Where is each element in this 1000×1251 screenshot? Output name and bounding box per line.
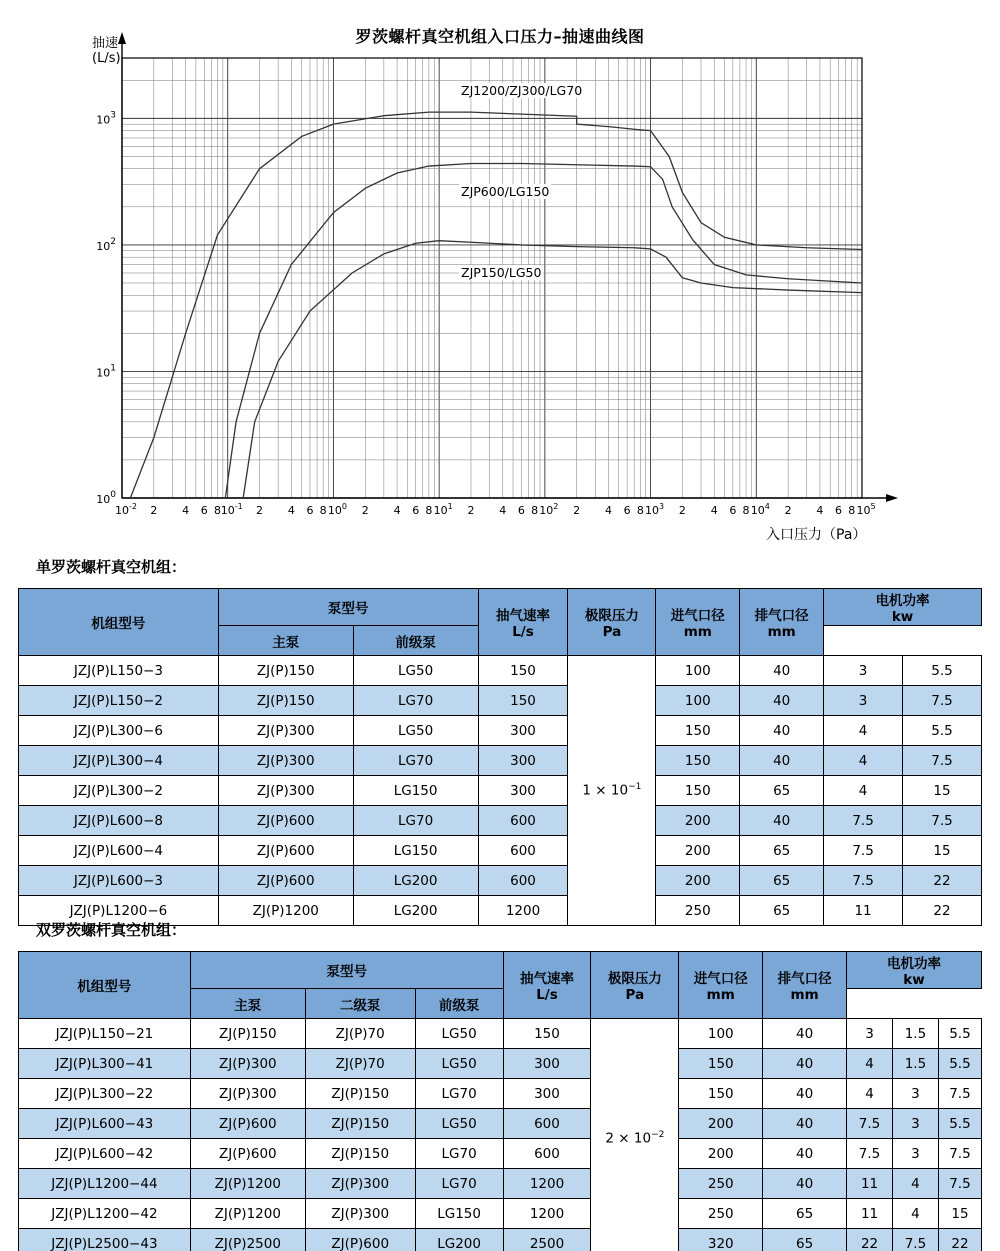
cell-power-1: 4 <box>847 1049 893 1079</box>
cell-outlet: 40 <box>763 1079 847 1109</box>
cell-power-1: 7.5 <box>824 806 903 836</box>
cell-main-pump: ZJ(P)300 <box>218 776 353 806</box>
th-pump-group: 泵型号 <box>218 589 478 626</box>
cell-main-pump: ZJ(P)300 <box>218 746 353 776</box>
table-row <box>19 866 982 896</box>
cell-outlet: 40 <box>763 1019 847 1049</box>
cell-power-3: 7.5 <box>938 1169 981 1199</box>
cell-power-1: 7.5 <box>847 1109 893 1139</box>
table-header-row-1 <box>19 589 982 626</box>
cell-backing-pump: LG50 <box>415 1049 503 1079</box>
cell-main-pump: ZJ(P)1200 <box>190 1169 305 1199</box>
cell-inlet: 100 <box>679 1019 763 1049</box>
y-axis-label-line1: 抽速 <box>92 36 119 51</box>
cell-model: JZJ(P)L300−4 <box>19 746 219 776</box>
table-row <box>19 716 982 746</box>
th2-ultimate-unit: Pa <box>625 987 645 1003</box>
cell-model: JZJ(P)L600−4 <box>19 836 219 866</box>
th2-speed <box>503 952 591 1019</box>
cell-speed: 1200 <box>503 1169 591 1199</box>
cell-main-pump: ZJ(P)150 <box>218 656 353 686</box>
cell-power-3: 5.5 <box>938 1049 981 1079</box>
cell-model: JZJ(P)L300−22 <box>19 1079 191 1109</box>
cell-second-pump: ZJ(P)600 <box>305 1229 415 1251</box>
cell-speed: 300 <box>503 1049 591 1079</box>
th-speed-unit: L/s <box>512 624 534 640</box>
series-curve-1 <box>225 163 862 498</box>
series-curve-0 <box>130 112 862 498</box>
chart-title: 罗茨螺杆真空机组入口压力–抽速曲线图 <box>355 27 645 46</box>
table-row <box>19 1109 982 1139</box>
th-power-label: 电机功率 <box>875 593 930 609</box>
y-axis-label-line2: (L/s) <box>92 51 121 66</box>
cell-speed: 600 <box>478 806 568 836</box>
th2-outlet-unit: mm <box>790 987 819 1003</box>
cell-main-pump: ZJ(P)600 <box>218 866 353 896</box>
cell-main-pump: ZJ(P)300 <box>190 1049 305 1079</box>
cell-outlet: 40 <box>740 716 824 746</box>
th2-second-pump: 二级泵 <box>305 989 415 1019</box>
cell-model: JZJ(P)L300−2 <box>19 776 219 806</box>
table-row <box>19 1229 982 1251</box>
cell-power-2: 4 <box>893 1199 939 1229</box>
cell-backing-pump: LG70 <box>353 686 478 716</box>
cell-speed: 150 <box>478 686 568 716</box>
cell-outlet: 40 <box>740 686 824 716</box>
cell-model: JZJ(P)L150−21 <box>19 1019 191 1049</box>
cell-main-pump: ZJ(P)1200 <box>218 896 353 926</box>
chart-series-group <box>130 112 862 498</box>
table-row <box>19 746 982 776</box>
cell-power-1: 7.5 <box>824 836 903 866</box>
svg-text:8: 8 <box>319 504 327 517</box>
cell-outlet: 40 <box>740 746 824 776</box>
svg-text:105: $10^5$ <box>856 502 876 517</box>
cell-power-2: 3 <box>893 1109 939 1139</box>
cell-model: JZJ(P)L300−41 <box>19 1049 191 1079</box>
cell-power-3: 5.5 <box>938 1109 981 1139</box>
cell-outlet: 65 <box>740 776 824 806</box>
svg-text:4: 4 <box>287 504 295 517</box>
cell-speed: 1200 <box>478 896 568 926</box>
cell-outlet: 65 <box>740 866 824 896</box>
cell-model: JZJ(P)L150−3 <box>19 656 219 686</box>
cell-power-2: 7.5 <box>903 746 982 776</box>
svg-text:2: 2 <box>573 504 581 517</box>
cell-model: JZJ(P)L1200−44 <box>19 1169 191 1199</box>
cell-inlet: 150 <box>656 746 740 776</box>
table2-header-row-1 <box>19 952 982 989</box>
svg-text:102: $10^2$ <box>539 502 559 517</box>
cell-backing-pump: LG50 <box>353 716 478 746</box>
svg-text:6: 6 <box>623 504 631 517</box>
cell-second-pump: ZJ(P)70 <box>305 1049 415 1079</box>
cell-speed: 600 <box>503 1109 591 1139</box>
cell-speed: 600 <box>503 1139 591 1169</box>
x-tick-labels <box>115 502 876 517</box>
th-model: 机组型号 <box>19 589 219 656</box>
y-tick-labels <box>96 110 116 506</box>
y-axis-arrow <box>118 32 126 44</box>
cell-power-2: 15 <box>903 776 982 806</box>
th2-power-unit: kw <box>903 972 925 988</box>
cell-main-pump: ZJ(P)600 <box>190 1109 305 1139</box>
cell-backing-pump: LG150 <box>415 1199 503 1229</box>
cell-second-pump: ZJ(P)300 <box>305 1169 415 1199</box>
th-inlet-unit: mm <box>683 624 712 640</box>
th-speed-label: 抽气速率 <box>496 608 550 624</box>
cell-main-pump: ZJ(P)300 <box>218 716 353 746</box>
x-axis-label: 入口压力（Pa） <box>766 527 867 543</box>
section-heading-single: 单罗茨螺杆真空机组： <box>36 558 187 576</box>
cell-outlet: 65 <box>763 1199 847 1229</box>
svg-text:104: $10^4$ <box>750 502 770 517</box>
table-row <box>19 656 982 686</box>
cell-backing-pump: LG200 <box>353 866 478 896</box>
cell-backing-pump: LG70 <box>415 1169 503 1199</box>
cell-outlet: 65 <box>763 1229 847 1251</box>
th-outlet-unit: mm <box>767 624 796 640</box>
cell-power-2: 15 <box>903 836 982 866</box>
cell-power-2: 3 <box>893 1079 939 1109</box>
th-outlet-label: 排气口径 <box>754 608 809 624</box>
series-curve-2 <box>243 241 862 498</box>
th2-pump-group: 泵型号 <box>190 952 503 989</box>
cell-model: JZJ(P)L600−3 <box>19 866 219 896</box>
cell-model: JZJ(P)L300−6 <box>19 716 219 746</box>
svg-text:8: 8 <box>425 504 433 517</box>
cell-power-1: 3 <box>824 686 903 716</box>
svg-text:10-2: $10^{-2}$ <box>115 502 137 517</box>
cell-main-pump: ZJ(P)1200 <box>190 1199 305 1229</box>
cell-power-2: 1.5 <box>893 1049 939 1079</box>
th-inlet-label: 进气口径 <box>670 608 725 624</box>
svg-text:2: 2 <box>256 504 264 517</box>
cell-power-1: 11 <box>847 1169 893 1199</box>
series-label-zjp150: ZJP150/LG50 <box>461 265 542 280</box>
svg-text:8: 8 <box>213 504 221 517</box>
cell-outlet: 65 <box>740 836 824 866</box>
cell-power-2: 22 <box>903 866 982 896</box>
cell-speed: 300 <box>503 1079 591 1109</box>
section-heading-double: 双罗茨螺杆真空机组： <box>36 921 187 939</box>
th2-ultimate <box>591 952 679 1019</box>
cell-outlet: 40 <box>740 656 824 686</box>
cell-second-pump: ZJ(P)70 <box>305 1019 415 1049</box>
th2-ultimate-label: 极限压力 <box>607 971 662 987</box>
cell-power-1: 3 <box>824 656 903 686</box>
cell-second-pump: ZJ(P)300 <box>305 1199 415 1229</box>
cell-inlet: 150 <box>656 776 740 806</box>
svg-text:6: 6 <box>200 504 208 517</box>
th-speed <box>478 589 568 656</box>
cell-power-2: 22 <box>903 896 982 926</box>
cell-speed: 150 <box>503 1019 591 1049</box>
svg-text:2: 2 <box>784 504 792 517</box>
cell-main-pump: ZJ(P)300 <box>190 1079 305 1109</box>
cell-backing-pump: LG200 <box>353 896 478 926</box>
svg-text:8: 8 <box>531 504 539 517</box>
table-row <box>19 1019 982 1049</box>
svg-text:10-1: $10^{-1}$ <box>220 502 243 517</box>
svg-text:103: $10^3$ <box>645 502 665 517</box>
svg-text:4: 4 <box>816 504 824 517</box>
table-row <box>19 776 982 806</box>
cell-backing-pump: LG50 <box>415 1109 503 1139</box>
svg-text:6: 6 <box>306 504 314 517</box>
svg-text:100: $10^0$ <box>96 490 116 506</box>
th-ultimate-unit: Pa <box>602 624 622 640</box>
cell-backing-pump: LG70 <box>415 1079 503 1109</box>
single-stage-spec-table <box>18 588 982 926</box>
th2-backing-pump: 前级泵 <box>415 989 503 1019</box>
cell-backing-pump: LG70 <box>353 746 478 776</box>
th-backing-pump: 前级泵 <box>353 626 478 656</box>
cell-outlet: 40 <box>763 1109 847 1139</box>
cell-power-1: 4 <box>824 746 903 776</box>
cell-model: JZJ(P)L600−42 <box>19 1139 191 1169</box>
cell-second-pump: ZJ(P)150 <box>305 1109 415 1139</box>
svg-text:100: $10^0$ <box>327 502 347 517</box>
cell-power-1: 4 <box>824 776 903 806</box>
cell-power-2: 7.5 <box>893 1229 939 1251</box>
th-ultimate <box>568 589 656 656</box>
cell-inlet: 200 <box>656 806 740 836</box>
svg-text:4: 4 <box>605 504 613 517</box>
cell-power-2: 5.5 <box>903 656 982 686</box>
table-row <box>19 686 982 716</box>
cell-inlet: 150 <box>679 1049 763 1079</box>
cell-power-1: 3 <box>847 1019 893 1049</box>
svg-text:6: 6 <box>517 504 525 517</box>
cell-main-pump: ZJ(P)600 <box>190 1139 305 1169</box>
cell-backing-pump: LG200 <box>415 1229 503 1251</box>
cell-power-3: 22 <box>938 1229 981 1251</box>
table-row <box>19 836 982 866</box>
th2-power <box>847 952 982 989</box>
th2-speed-unit: L/s <box>536 987 558 1003</box>
cell-power-2: 7.5 <box>903 686 982 716</box>
cell-ultimate-pressure: $2 \times 10^{-2}$ <box>591 1019 679 1251</box>
svg-text:2: 2 <box>150 504 158 517</box>
table-row <box>19 1199 982 1229</box>
cell-model: JZJ(P)L600−43 <box>19 1109 191 1139</box>
th-ultimate-label: 极限压力 <box>584 608 639 624</box>
cell-main-pump: ZJ(P)150 <box>190 1019 305 1049</box>
cell-outlet: 40 <box>763 1139 847 1169</box>
svg-text:102: $10^2$ <box>96 236 116 253</box>
cell-power-2: 1.5 <box>893 1019 939 1049</box>
series-label-zj1200: ZJ1200/ZJ300/LG70 <box>461 83 583 98</box>
cell-speed: 300 <box>478 746 568 776</box>
cell-speed: 1200 <box>503 1199 591 1229</box>
svg-text:103: $10^3$ <box>96 110 116 127</box>
th2-outlet <box>763 952 847 1019</box>
th2-inlet-unit: mm <box>706 987 735 1003</box>
svg-text:2: 2 <box>467 504 475 517</box>
cell-power-3: 5.5 <box>938 1019 981 1049</box>
th2-power-label: 电机功率 <box>887 956 942 972</box>
cell-backing-pump: LG50 <box>415 1019 503 1049</box>
table-row <box>19 1079 982 1109</box>
cell-inlet: 150 <box>679 1079 763 1109</box>
svg-text:6: 6 <box>412 504 420 517</box>
cell-power-2: 7.5 <box>903 806 982 836</box>
svg-text:8: 8 <box>742 504 750 517</box>
cell-model: JZJ(P)L1200−42 <box>19 1199 191 1229</box>
cell-backing-pump: LG150 <box>353 776 478 806</box>
th-outlet <box>740 589 824 656</box>
cell-inlet: 250 <box>679 1199 763 1229</box>
svg-text:6: 6 <box>835 504 843 517</box>
svg-text:2: 2 <box>678 504 686 517</box>
cell-speed: 150 <box>478 656 568 686</box>
cell-inlet: 100 <box>656 656 740 686</box>
double-stage-spec-table <box>18 951 982 1251</box>
cell-power-1: 4 <box>824 716 903 746</box>
cell-power-1: 4 <box>847 1079 893 1109</box>
table-row <box>19 1139 982 1169</box>
cell-power-2: 4 <box>893 1169 939 1199</box>
th2-model: 机组型号 <box>19 952 191 1019</box>
cell-inlet: 200 <box>656 836 740 866</box>
cell-outlet: 40 <box>740 806 824 836</box>
cell-speed: 600 <box>478 866 568 896</box>
cell-power-3: 15 <box>938 1199 981 1229</box>
cell-power-3: 7.5 <box>938 1079 981 1109</box>
cell-inlet: 200 <box>679 1109 763 1139</box>
cell-outlet: 40 <box>763 1049 847 1079</box>
cell-speed: 2500 <box>503 1229 591 1251</box>
svg-text:6: 6 <box>729 504 737 517</box>
svg-text:4: 4 <box>499 504 507 517</box>
cell-backing-pump: LG150 <box>353 836 478 866</box>
cell-power-1: 22 <box>847 1229 893 1251</box>
series-label-zjp600: ZJP600/LG150 <box>461 184 550 199</box>
cell-backing-pump: LG70 <box>415 1139 503 1169</box>
svg-text:101: $10^1$ <box>433 502 453 517</box>
cell-main-pump: ZJ(P)600 <box>218 836 353 866</box>
cell-inlet: 100 <box>656 686 740 716</box>
table-row <box>19 806 982 836</box>
cell-outlet: 65 <box>740 896 824 926</box>
table-row <box>19 1049 982 1079</box>
cell-power-3: 7.5 <box>938 1139 981 1169</box>
th2-inlet <box>679 952 763 1019</box>
cell-main-pump: ZJ(P)600 <box>218 806 353 836</box>
table-row <box>19 1169 982 1199</box>
cell-ultimate-pressure: $1 \times 10^{-1}$ <box>568 656 656 926</box>
svg-text:8: 8 <box>636 504 644 517</box>
th-inlet <box>656 589 740 656</box>
th2-speed-label: 抽气速率 <box>519 971 574 987</box>
cell-speed: 600 <box>478 836 568 866</box>
svg-text:8: 8 <box>848 504 856 517</box>
svg-text:101: $10^1$ <box>96 363 116 380</box>
cell-power-1: 11 <box>824 896 903 926</box>
th-power-unit: kw <box>891 609 914 625</box>
cell-model: JZJ(P)L600−8 <box>19 806 219 836</box>
cell-inlet: 200 <box>679 1139 763 1169</box>
cell-inlet: 320 <box>679 1229 763 1251</box>
cell-speed: 300 <box>478 716 568 746</box>
svg-text:2: 2 <box>361 504 369 517</box>
th2-outlet-label: 排气口径 <box>777 971 832 987</box>
cell-speed: 300 <box>478 776 568 806</box>
cell-power-1: 11 <box>847 1199 893 1229</box>
svg-text:4: 4 <box>710 504 718 517</box>
pumping-speed-chart <box>0 0 1000 545</box>
cell-outlet: 40 <box>763 1169 847 1199</box>
cell-model: JZJ(P)L1200−6 <box>19 896 219 926</box>
th2-main-pump: 主泵 <box>190 989 305 1019</box>
th-main-pump: 主泵 <box>218 626 353 656</box>
th-power <box>824 589 982 626</box>
svg-text:4: 4 <box>393 504 401 517</box>
cell-power-2: 5.5 <box>903 716 982 746</box>
cell-model: JZJ(P)L150−2 <box>19 686 219 716</box>
cell-main-pump: ZJ(P)2500 <box>190 1229 305 1251</box>
cell-model: JZJ(P)L2500−43 <box>19 1229 191 1251</box>
cell-power-1: 7.5 <box>824 866 903 896</box>
cell-power-1: 7.5 <box>847 1139 893 1169</box>
svg-text:4: 4 <box>182 504 190 517</box>
th2-inlet-label: 进气口径 <box>693 971 748 987</box>
cell-inlet: 150 <box>656 716 740 746</box>
cell-power-2: 3 <box>893 1139 939 1169</box>
cell-inlet: 200 <box>656 866 740 896</box>
cell-backing-pump: LG50 <box>353 656 478 686</box>
cell-second-pump: ZJ(P)150 <box>305 1139 415 1169</box>
cell-main-pump: ZJ(P)150 <box>218 686 353 716</box>
cell-inlet: 250 <box>679 1169 763 1199</box>
cell-backing-pump: LG70 <box>353 806 478 836</box>
cell-second-pump: ZJ(P)150 <box>305 1079 415 1109</box>
x-axis-arrow <box>886 494 898 502</box>
cell-inlet: 250 <box>656 896 740 926</box>
